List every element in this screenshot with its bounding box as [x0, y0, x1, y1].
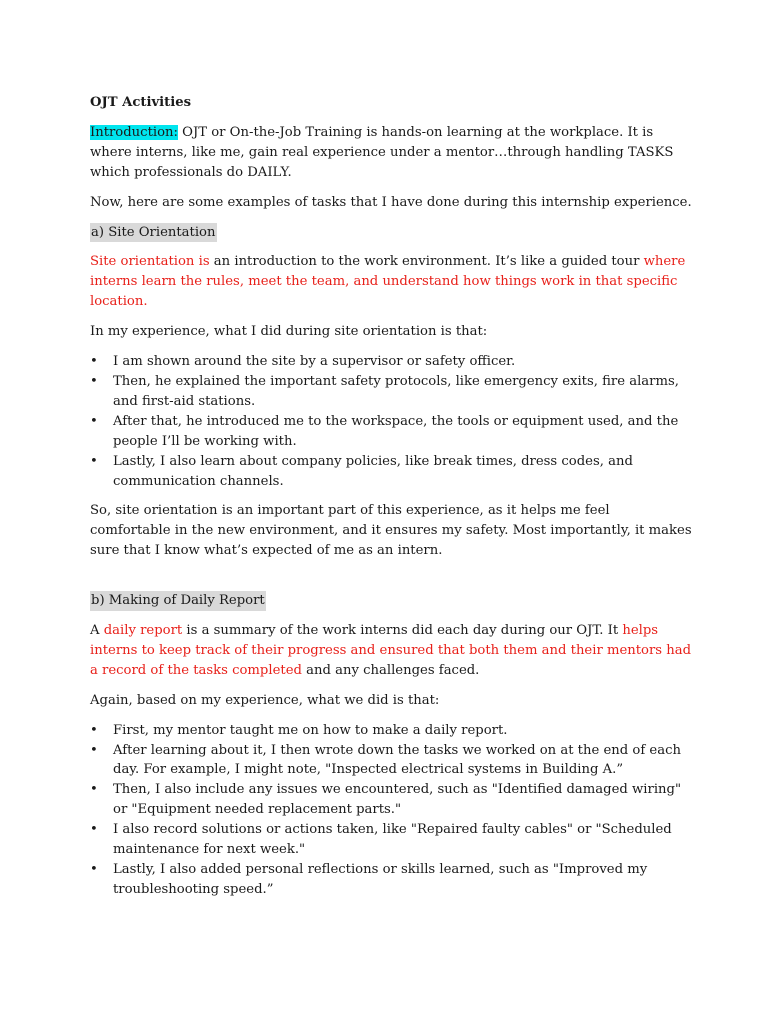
section-a-def-mid: an introduction to the work environment. It’s like a guided tour: [209, 254, 644, 270]
section-b-experience: Again, based on my experience, what we did is that:: [90, 692, 440, 708]
list-item: • After that, he introduced me to the workspace, the tools or equipment used, and the people I’ll be working with.: [90, 412, 692, 452]
list-item: • Lastly, I also added personal reflections or skills learned, such as "Improved my troubleshooting speed.”: [90, 860, 692, 900]
list-item: • Then, he explained the important safety protocols, like emergency exits, fire alarms, and first-aid stations.: [90, 372, 692, 412]
section-a-term: Site orientation is: [90, 254, 210, 270]
list-item: • After learning about it, I then wrote down the tasks we worked on at the end of each day. For example, I might note, "Inspected electrical systems in Building A.”: [90, 741, 692, 781]
document-title: OJT Activities: [90, 95, 192, 110]
lead-in-paragraph: Now, here are some examples of tasks that I have done during this internship experience.: [90, 194, 692, 210]
intro-label: Introduction:: [90, 124, 178, 140]
section-b-def-mid: is a summary of the work interns did each day during our OJT. It: [182, 623, 623, 639]
section-a-conclusion: So, site orientation is an important part of this experience, as it helps me feel comfortable in the new environment, and it ensures my safety. Most importantly, it makes sure that I know what’s expected of me as an intern.: [90, 503, 692, 559]
list-item: • Lastly, I also learn about company policies, like break times, dress codes, and communication channels.: [90, 452, 692, 492]
intro-paragraph: [90, 123, 692, 183]
section-b-definition: [90, 621, 692, 681]
list-item: • First, my mentor taught me on how to make a daily report.: [90, 721, 692, 741]
section-a-heading: a) Site Orientation: [90, 223, 217, 243]
section-b-def-end: and any challenges faced.: [301, 662, 480, 678]
section-a-bullet-list: [90, 352, 692, 491]
section-b-def-a: A: [90, 623, 104, 639]
list-item: • Then, I also include any issues we encountered, such as "Identified damaged wiring" or "Equipment needed replacement parts.": [90, 780, 692, 820]
section-b-def-highlight: helps interns to keep track of their progress and ensured that both them and their mentors had a record of the tasks completed: [90, 623, 692, 678]
section-a-experience: In my experience, what I did during site orientation is that:: [90, 324, 488, 340]
list-item: • I also record solutions or actions taken, like "Repaired faulty cables" or "Scheduled maintenance for next week.": [90, 820, 692, 860]
section-b-bullet-list: [90, 721, 692, 900]
intro-text: OJT or On-the-Job Training is hands-on learning at the workplace. It is where interns, like me, gain real experience under a mentor…through handling TASKS which professionals do DAILY.: [90, 124, 674, 180]
list-item: • I am shown around the site by a supervisor or safety officer.: [90, 352, 692, 372]
section-b-term: daily report: [103, 623, 183, 639]
section-b-heading: b) Making of Daily Report: [90, 591, 266, 611]
section-a-def-highlight: where interns learn the rules, meet the team, and understand how things work in that specific location.: [90, 254, 686, 310]
section-spacer: [90, 571, 692, 591]
section-a-definition: [90, 252, 692, 312]
